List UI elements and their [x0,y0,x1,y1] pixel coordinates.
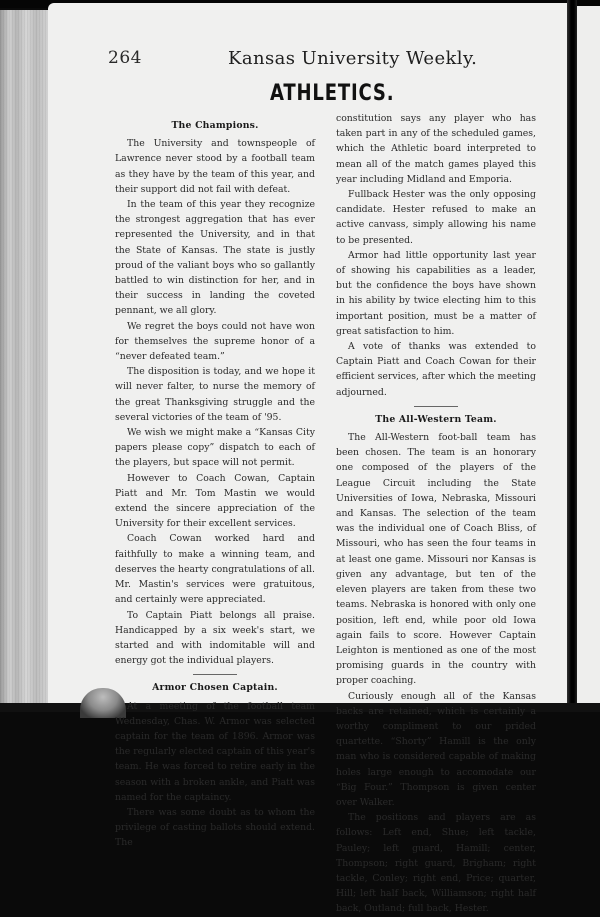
paragraph: The disposition is today, and we hope it will never falter, to nurse the memory of the great Thanksgiving struggle and the several victories of the team of '95. [115,366,315,423]
paragraph: Coach Cowan worked hard and faithfully to make a winning team, and deserves the hearty congratulations of all. Mr. Mastin's services were gratuitous, and certainly were appreciated. [115,533,315,606]
paragraph: There was some doubt as to whom the privilege of casting ballots should extend. The [115,806,315,849]
paragraph: In the team of this year they recognize the strongest aggregation that has ever represented the University, and in that the State of Kansas. The state is justly proud of the valiant boys who so gallantly battled to win distinction for her, and in their success in landing the coveted pennant, we all glory. [115,199,315,317]
paragraph: Armor had little opportunity last year of showing his capabilities as a leader, but the confidence the boys have shown in his ability by twice electing him to this important position, must be a matter of great satisfaction to him. [336,249,536,337]
paragraph: However to Coach Cowan, Captain Piatt and Mr. Tom Mastin we would extend the sincere appreciation of the University for their excellent services. [115,472,315,530]
paragraph: The positions and players are as follows: Left end, Shue; left tackle, Pauley; left guard, Hamill; center, Thompson; right guard, Brigham; right tackle, Conley; right end, Price; quarter, Hill; left half back, Williamson; right half back, Outland; full back, Hester. [336,812,536,915]
journal-title: Kansas University Weekly. [228,48,478,69]
paragraph: The University and townspeople of Lawrence never stood by a football team as they have by the team of this year, and their support did not fail with defeat. [115,138,315,195]
paragraph: We regret the boys could not have won for themselves the supreme honor of a “never defeated team.” [115,320,315,363]
paragraph: To Captain Piatt belongs all praise. Handicapped by a six week's start, we started and with indomitable will and energy got the individual players. [115,609,315,667]
article-heading-armor: Armor Chosen Captain. [152,682,278,694]
left-column [115,116,315,851]
section-divider [414,406,458,407]
paragraph: A vote of thanks was extended to Captain Piatt and Coach Cowan for their efficient services, after which the meeting adjourned. [336,341,536,398]
paragraph: constitution says any player who has taken part in any of the scheduled games, which the Athletic board interpreted to mean all of the match games played this year including Midland and Emporia. [336,113,536,185]
paragraph: At a meeting of the football team Wednesday, Chas. W. Armor was selected captain for the team of 1896. Armor was the regularly elected captain of this year's team. He was forced to retire early in the season with a broken ankle, and Piatt was named for the captaincy. [115,700,315,803]
paragraph: Curiously enough all of the Kansas backs are retained, which is certainly a worthy compliment to our prided quartette. “Shorty” Hamill is the only man who is considered capable of making holes large enough to accomodate our “Big Four.” Thompson is given center over Walker. [336,690,536,808]
paragraph: Fullback Hester was the only opposing candidate. Hester refused to make an active canvass, simply allowing his name to be presented. [336,189,536,246]
right-column [336,111,536,917]
paragraph: We wish we might make a “Kansas City papers please copy” dispatch to each of the players, but space will not permit. [115,427,315,469]
paragraph: The All-Western foot-ball team has been chosen. The team is an honorary one composed of the players of the League Circuit including the State Universities of Iowa, Nebraska, Missouri and Kansas. The selection of the team was the individual one of Coach Bliss, of Missouri, who has seen the four teams in at least one game. Missouri nor Kansas is given any advantage, but ten of the eleven players are taken from these two teams. Nebraska is honored with only one position, left end, while poor old Iowa again fails to score. However Captain Leighton is mentioned as one of the most promising guards in the country with proper coaching. [336,432,536,687]
article-heading-champions: The Champions. [171,120,259,131]
facing-page-edge [577,6,600,706]
section-title: ATHLETICS. [270,81,395,106]
section-divider [193,674,237,675]
page-number: 264 [108,48,142,68]
running-header [108,48,528,74]
book-page-edges [0,10,48,705]
book-gutter [567,0,577,712]
article-heading-all-western: The All-Western Team. [375,413,497,425]
